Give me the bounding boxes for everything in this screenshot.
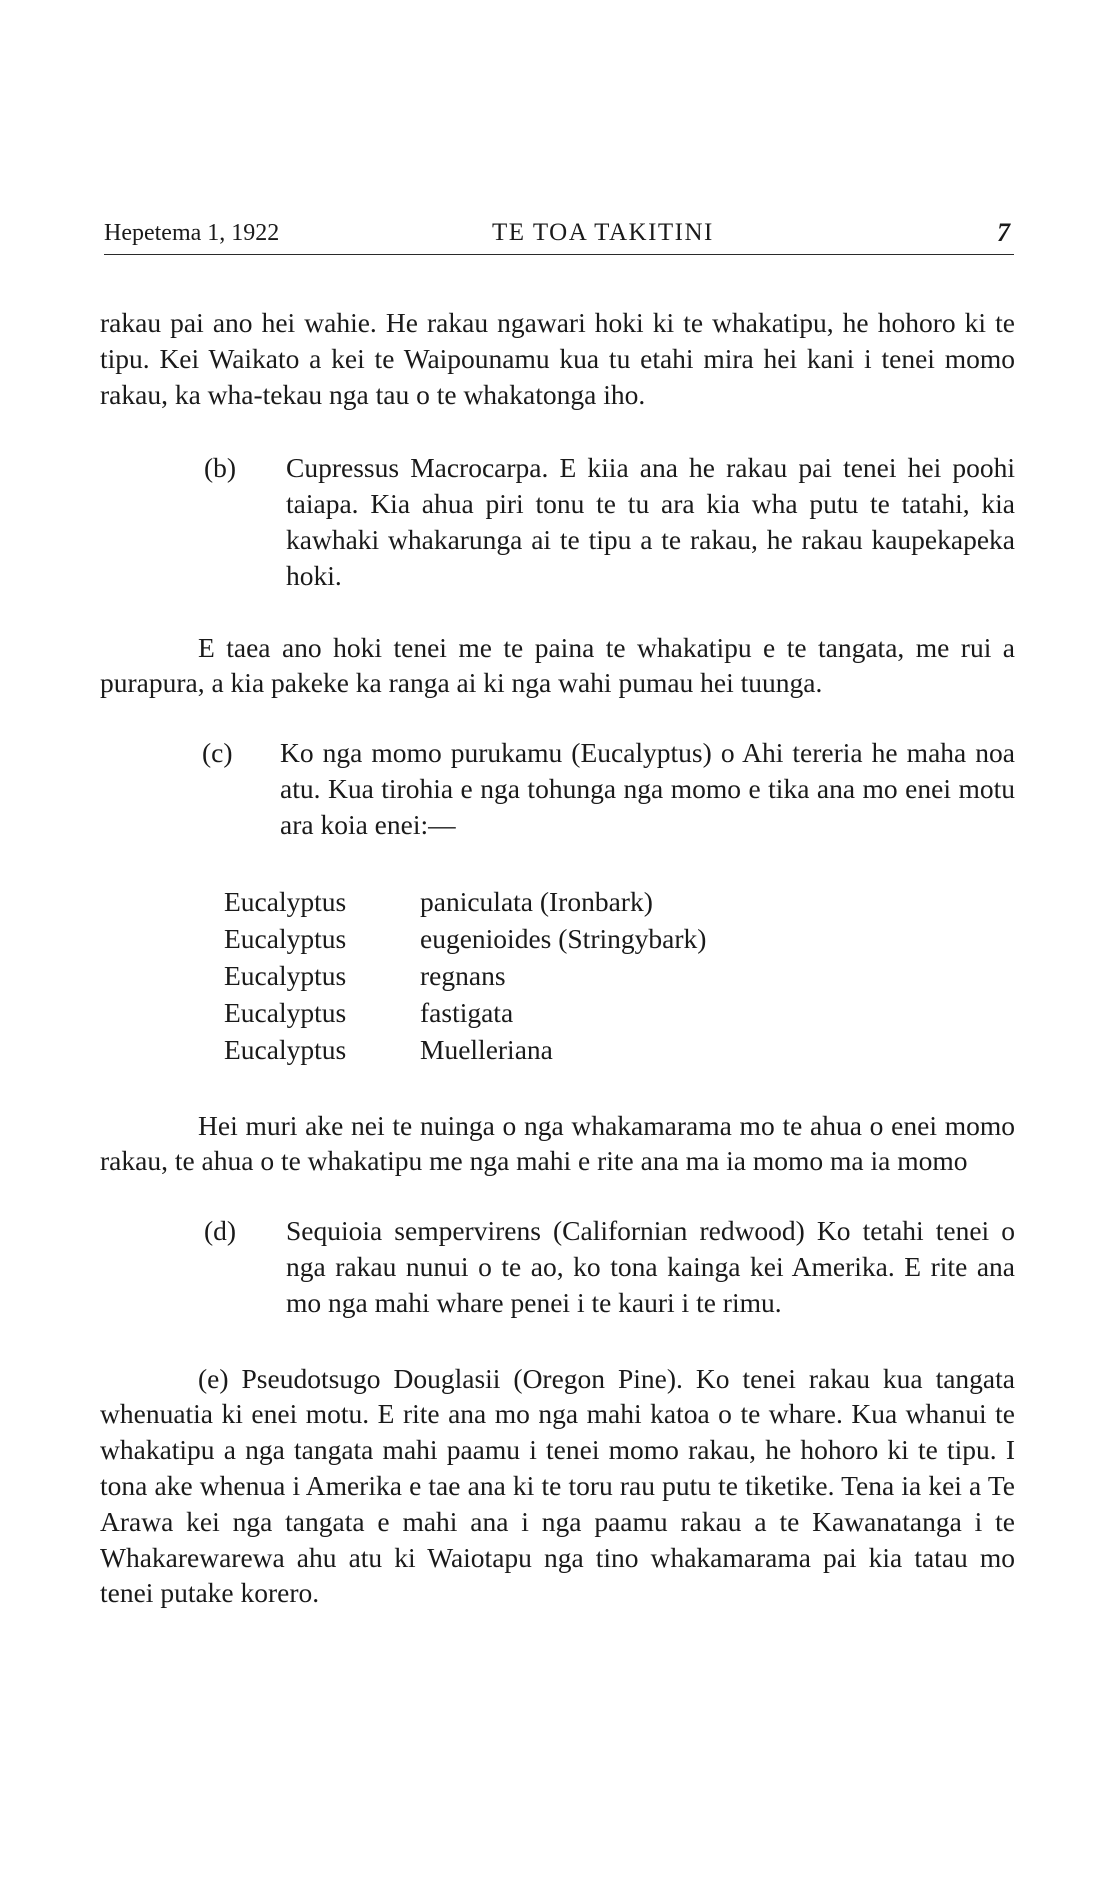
item-b-label: (b) — [204, 452, 237, 484]
paragraph-pine: E taea ano hoki tenei me te paina te whakatipu e te tangata, me rui a purapura, a kia pakeke ka ranga ai ki nga wahi pumau hei tuunga. — [100, 631, 1015, 699]
species-item: Eucalyptus fastigata — [224, 996, 514, 1028]
species-list — [100, 883, 1015, 1068]
species-item: Eucalyptus paniculata (Ironbark) — [224, 885, 653, 917]
item-b — [100, 450, 1015, 593]
item-d-label: (d) — [204, 1215, 237, 1247]
item-d-text: Sequioia sempervirens (Californian redwood) Ko tetahi tenei o nga rakau nunui o te ao, ko tona kainga kei Amerika. E rite ana mo nga mahi whare penei i te kauri i te rimu. — [286, 1215, 1015, 1318]
species-item: Eucalyptus Muelleriana — [224, 1033, 553, 1065]
item-c-label: (c) — [202, 737, 233, 769]
running-header — [104, 218, 1014, 255]
article-body — [100, 305, 1015, 1611]
paragraph-explanations: Hei muri ake nei te nuinga o nga whakamarama mo te ahua o enei momo rakau, te ahua o te whakatipu me nga mahi e rite ana ma ia momo ma ia momo — [100, 1109, 1015, 1177]
species-item: Eucalyptus eugenioides (Stringybark) — [224, 922, 707, 954]
item-c — [100, 735, 1015, 842]
item-e-paragraph: (e) Pseudotsugo Douglasii (Oregon Pine). Ko tenei rakau kua tangata whenuatia ki enei motu. E rite ana mo nga mahi katoa o te whare. Kua whanui te whakatipu a nga tangata mahi paamu i tenei momo rakau, he hohoro ki te tipu. I tona ake whenua i Amerika e tae ana ki te toru rau putu te tiketike. Tena ia kei a Te Arawa kei nga tangata e mahi ana i nga paamu rakau a te Kawanatanga i te Whakarewarewa ahu atu ki Waiotapu nga tino whakamarama pai kia tatau mo tenei putake korero. — [100, 1362, 1015, 1609]
header-publication-title: TE TOA TAKITINI — [492, 219, 714, 246]
item-c-text: Ko nga momo purukamu (Eucalyptus) o Ahi tereria he maha noa atu. Kua tirohia e nga tohunga nga momo e tika ana mo enei motu ara koia enei:— — [280, 737, 1015, 840]
header-date: Hepetema 1, 1922 — [104, 220, 280, 246]
species-item: Eucalyptus regnans — [224, 959, 506, 991]
page-number: 7 — [997, 218, 1010, 247]
item-b-text: Cupressus Macrocarpa. E kiia ana he rakau pai tenei hei poohi taiapa. Kia ahua piri tonu te tu ara kia wha putu te tatahi, kia kawhaki whakarunga ai te tipu a te rakau, he rakau kaupekapeka hoki. — [286, 452, 1015, 591]
paragraph-continuation: rakau pai ano hei wahie. He rakau ngawari hoki ki te whakatipu, he hohoro ki te tipu. Kei Waikato a kei te Waipounamu kua tu etahi mira hei kani i tenei momo rakau, ka wha-tekau nga tau o te whakatonga iho. — [100, 307, 1015, 410]
item-d — [100, 1213, 1015, 1320]
